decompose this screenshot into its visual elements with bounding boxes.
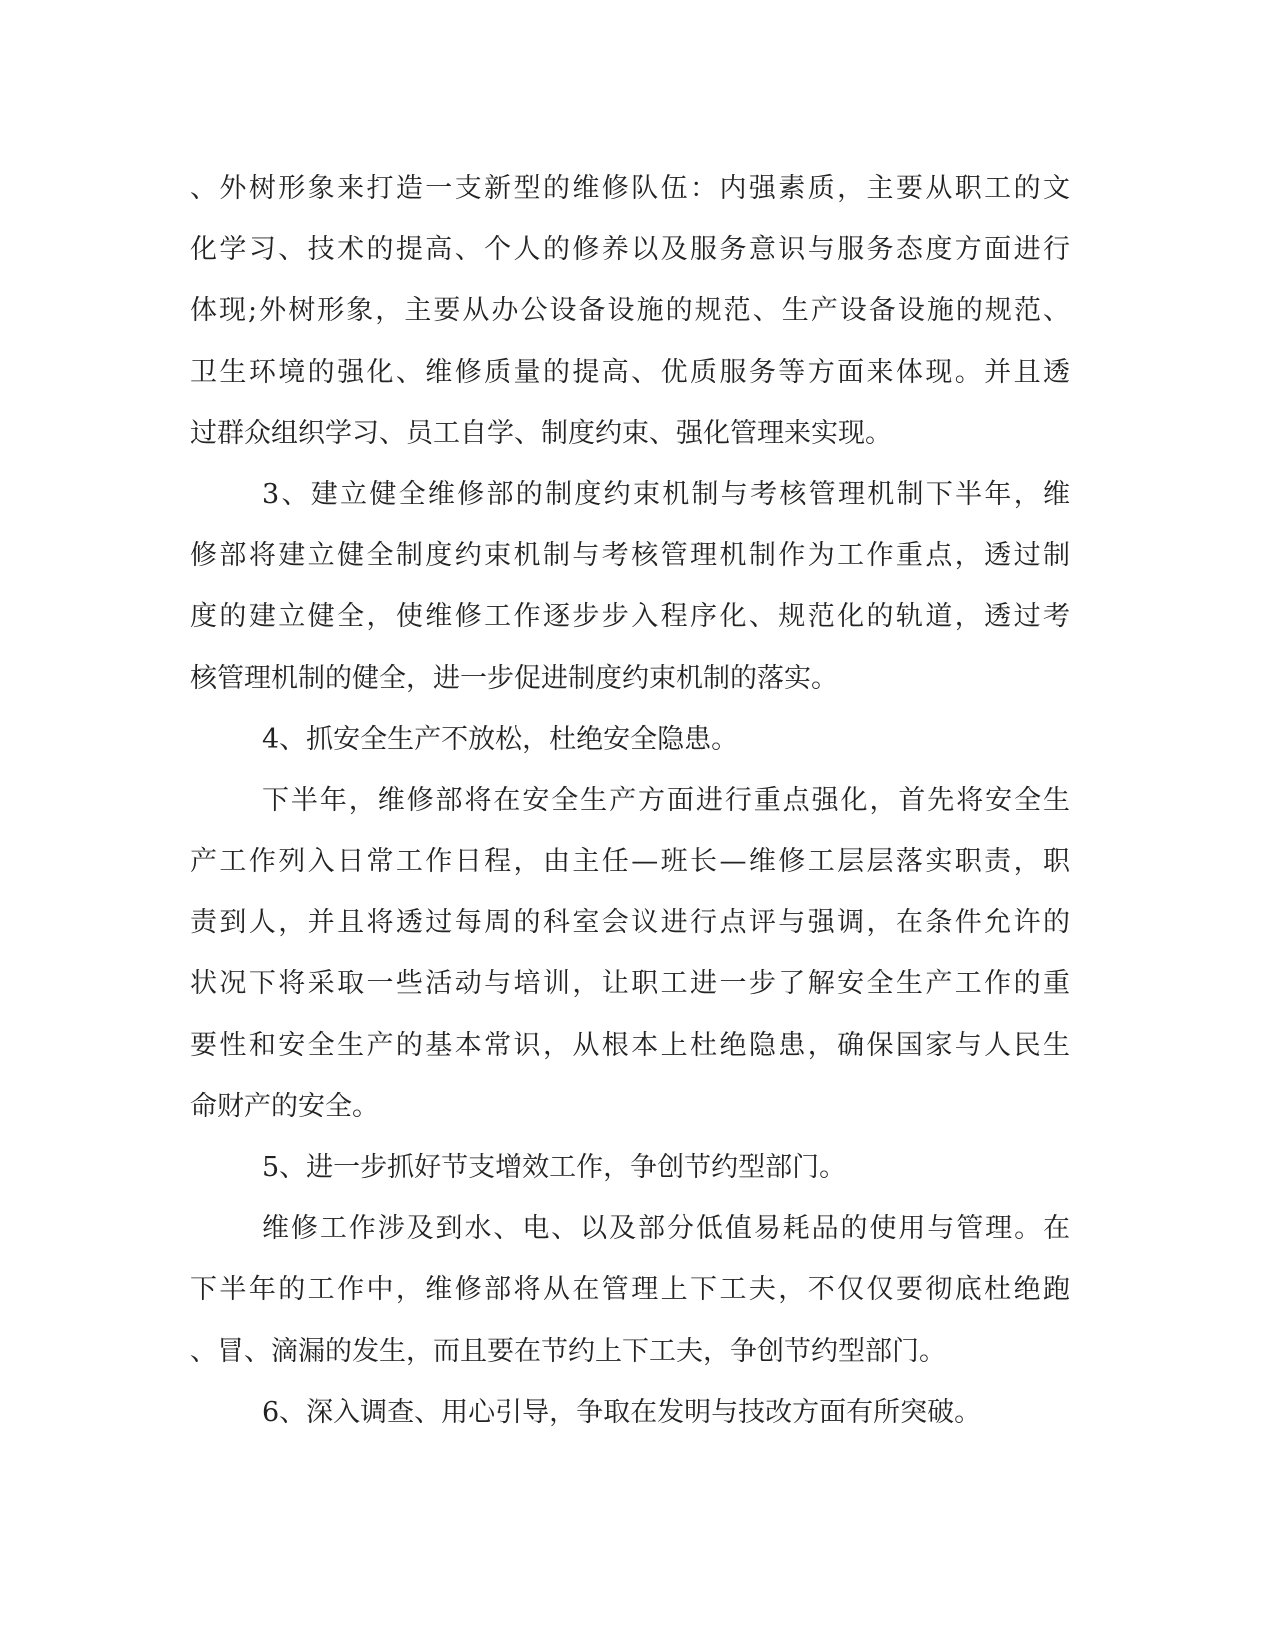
- text-line: 状况下将采取一些活动与培训，让职工进一步了解安全生产工作的重: [190, 968, 1070, 1000]
- text-line: 化学习、技术的提高、个人的修养以及服务意识与服务态度方面进行: [190, 234, 1070, 266]
- text-line: 体现;外树形象，主要从办公设备设施的规范、生产设备设施的规范、: [190, 295, 1070, 327]
- section-heading-5: 5、进一步抓好节支增效工作，争创节约型部门。: [262, 1152, 847, 1183]
- section-heading-3: 3、建立健全维修部的制度约束机制与考核管理机制下半年，维: [262, 478, 1070, 510]
- text-line: 、冒、滴漏的发生，而且要在节约上下工夫，争创节约型部门。: [190, 1335, 946, 1367]
- paragraph-start: 维修工作涉及到水、电、以及部分低值易耗品的使用与管理。在: [262, 1213, 1070, 1245]
- section-heading-6: 6、深入调查、用心引导，争取在发明与技改方面有所突破。: [262, 1396, 982, 1428]
- section-heading-4: 4、抓安全生产不放松，杜绝安全隐患。: [262, 723, 739, 755]
- text-line: 下半年的工作中，维修部将从在管理上下工夫，不仅仅要彻底杜绝跑: [190, 1274, 1070, 1306]
- text-line: 卫生环境的强化、维修质量的提高、优质服务等方面来体现。并且透: [190, 356, 1070, 388]
- text-line: 责到人，并且将透过每周的科室会议进行点评与强调，在条件允许的: [190, 907, 1070, 939]
- text-line: 度的建立健全，使维修工作逐步步入程序化、规范化的轨道，透过考: [190, 601, 1070, 633]
- text-line: 修部将建立健全制度约束机制与考核管理机制作为工作重点，透过制: [190, 540, 1070, 572]
- text-line: 过群众组织学习、员工自学、制度约束、强化管理来实现。: [190, 417, 892, 449]
- text-line: 命财产的安全。: [190, 1090, 379, 1122]
- text-line: 核管理机制的健全，进一步促进制度约束机制的落实。: [190, 662, 838, 694]
- paragraph-start: 下半年，维修部将在安全生产方面进行重点强化，首先将安全生: [262, 784, 1070, 816]
- text-line: 要性和安全生产的基本常识，从根本上杜绝隐患，确保国家与人民生: [190, 1029, 1070, 1061]
- body-text: [190, 158, 1070, 1443]
- text-line: 产工作列入日常工作日程，由主任—班长—维修工层层落实职责，职: [190, 846, 1070, 878]
- text-line: 、外树形象来打造一支新型的维修队伍：内强素质，主要从职工的文: [190, 173, 1070, 204]
